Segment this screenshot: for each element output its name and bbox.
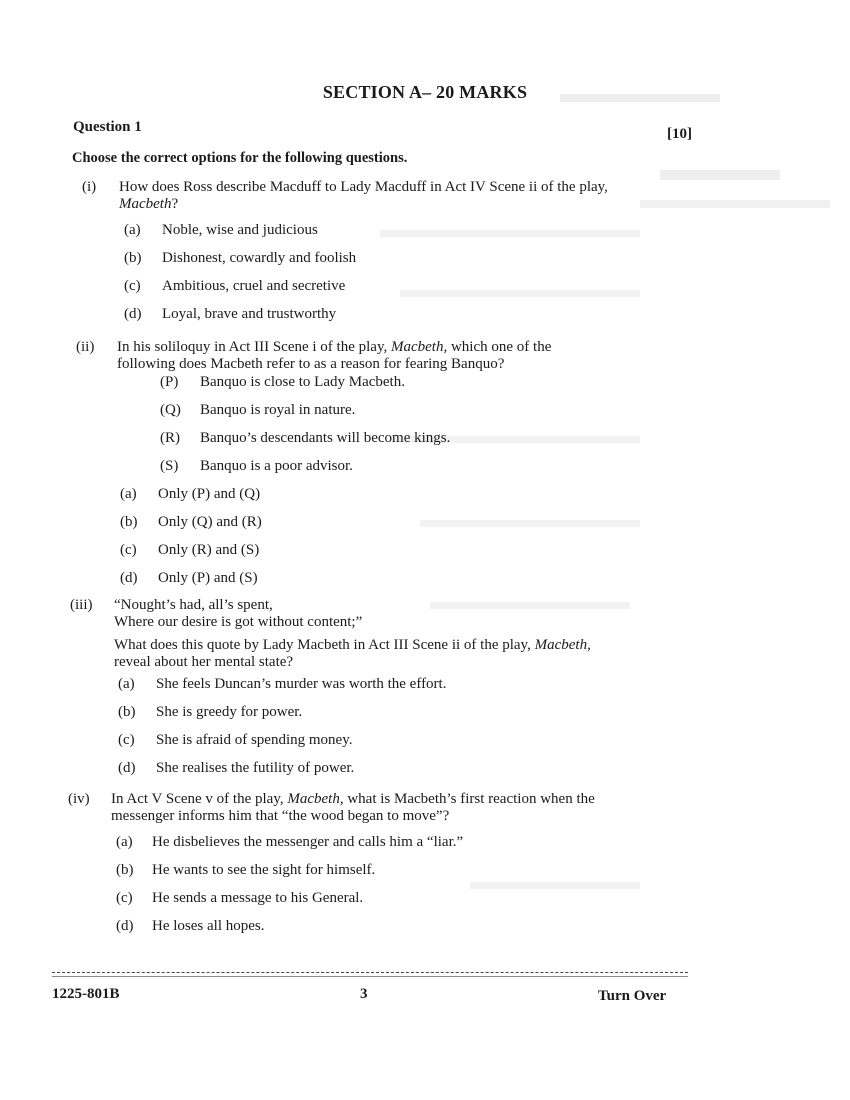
- bleed-through-mark: [470, 882, 640, 889]
- question-text-start: In Act V Scene v of the play,: [111, 791, 284, 807]
- quote-line2: Where our desire is got without content;”: [114, 614, 363, 630]
- option-text: He loses all hopes.: [152, 918, 265, 934]
- question-number: (iii): [70, 597, 93, 613]
- statement-label: (R): [160, 430, 180, 446]
- option-label: (b): [116, 862, 134, 878]
- bleed-through-mark: [380, 230, 640, 237]
- option-text: Loyal, brave and trustworthy: [162, 306, 337, 322]
- option-text: Dishonest, cowardly and foolish: [162, 250, 357, 266]
- question-text-end: what is Macbeth’s first reaction when the: [347, 791, 595, 807]
- option-label: (b): [124, 250, 142, 266]
- play-title: Macbeth,: [390, 339, 448, 355]
- footer-divider-solid: [52, 976, 688, 977]
- quote-line1: “Nought’s had, all’s spent,: [114, 597, 273, 613]
- option-text: She realises the futility of power.: [156, 760, 355, 776]
- option-label: (d): [118, 760, 136, 776]
- footer-divider: [52, 972, 688, 973]
- statement-text: Banquo is close to Lady Macbeth.: [200, 374, 405, 390]
- question-label: Question 1: [73, 119, 142, 135]
- question-text-end: which one of the: [450, 339, 552, 355]
- question-text: [111, 790, 595, 808]
- statement-label: (S): [160, 458, 179, 474]
- question-text-line2: following does Macbeth refer to as a reason for fearing Banquo?: [117, 356, 505, 372]
- marks-label: [10]: [667, 126, 692, 142]
- option-text: Only (Q) and (R): [158, 514, 262, 530]
- statement-text: Banquo is a poor advisor.: [200, 458, 353, 474]
- option-label: (c): [118, 732, 135, 748]
- option-label: (a): [120, 486, 137, 502]
- option-text: Only (P) and (S): [158, 570, 258, 586]
- statement-text: Banquo is royal in nature.: [200, 402, 356, 418]
- question-text-line2: [119, 195, 178, 213]
- question-text: [114, 636, 591, 654]
- option-text: Ambitious, cruel and secretive: [162, 278, 346, 294]
- statement-label: (P): [160, 374, 179, 390]
- option-label: (a): [116, 834, 133, 850]
- page-number: 3: [360, 986, 368, 1002]
- bleed-through-mark: [660, 170, 780, 180]
- question-text: How does Ross describe Macduff to Lady Macduff in Act IV Scene ii of the play,: [119, 179, 608, 195]
- bleed-through-mark: [400, 290, 640, 297]
- option-text: Only (P) and (Q): [158, 486, 261, 502]
- statement-label: (Q): [160, 402, 181, 418]
- question-text-start: In his soliloquy in Act III Scene i of the play,: [117, 339, 388, 355]
- option-text: Noble, wise and judicious: [162, 222, 318, 238]
- option-text: He sends a message to his General.: [152, 890, 364, 906]
- option-label: (c): [120, 542, 137, 558]
- option-label: (d): [124, 306, 142, 322]
- bleed-through-mark: [430, 602, 630, 609]
- question-number: (iv): [68, 791, 90, 807]
- option-label: (c): [124, 278, 141, 294]
- question-number: (i): [82, 179, 97, 195]
- option-label: (d): [116, 918, 134, 934]
- question-text: [117, 338, 551, 356]
- play-title: Macbeth,: [534, 637, 591, 653]
- option-label: (d): [120, 570, 138, 586]
- option-text: She feels Duncan’s murder was worth the effort.: [156, 676, 447, 692]
- question-text-line2: reveal about her mental state?: [114, 654, 294, 670]
- option-label: (a): [118, 676, 135, 692]
- option-text: She is afraid of spending money.: [156, 732, 353, 748]
- question-text-line2: messenger informs him that “the wood began to move”?: [111, 808, 450, 824]
- option-label: (c): [116, 890, 133, 906]
- question-text-start: What does this quote by Lady Macbeth in Act III Scene ii of the play,: [114, 637, 531, 653]
- section-heading: SECTION A– 20 MARKS: [322, 82, 528, 102]
- option-text: She is greedy for power.: [156, 704, 303, 720]
- question-text-end: ?: [171, 196, 179, 212]
- option-text: He wants to see the sight for himself.: [152, 862, 376, 878]
- statement-text: Banquo’s descendants will become kings.: [200, 430, 451, 446]
- bleed-through-mark: [640, 200, 830, 208]
- option-label: (b): [118, 704, 136, 720]
- paper-code: 1225-801B: [52, 986, 120, 1002]
- option-text: He disbelieves the messenger and calls him a “liar.”: [152, 834, 464, 850]
- play-title: Macbeth: [119, 196, 172, 212]
- option-label: (a): [124, 222, 141, 238]
- turn-over-label: Turn Over: [598, 988, 667, 1004]
- instruction-text: Choose the correct options for the following questions.: [72, 150, 408, 166]
- bleed-through-mark: [420, 520, 640, 527]
- question-number: (ii): [76, 339, 95, 355]
- option-text: Only (R) and (S): [158, 542, 260, 558]
- play-title: Macbeth,: [287, 791, 344, 807]
- option-label: (b): [120, 514, 138, 530]
